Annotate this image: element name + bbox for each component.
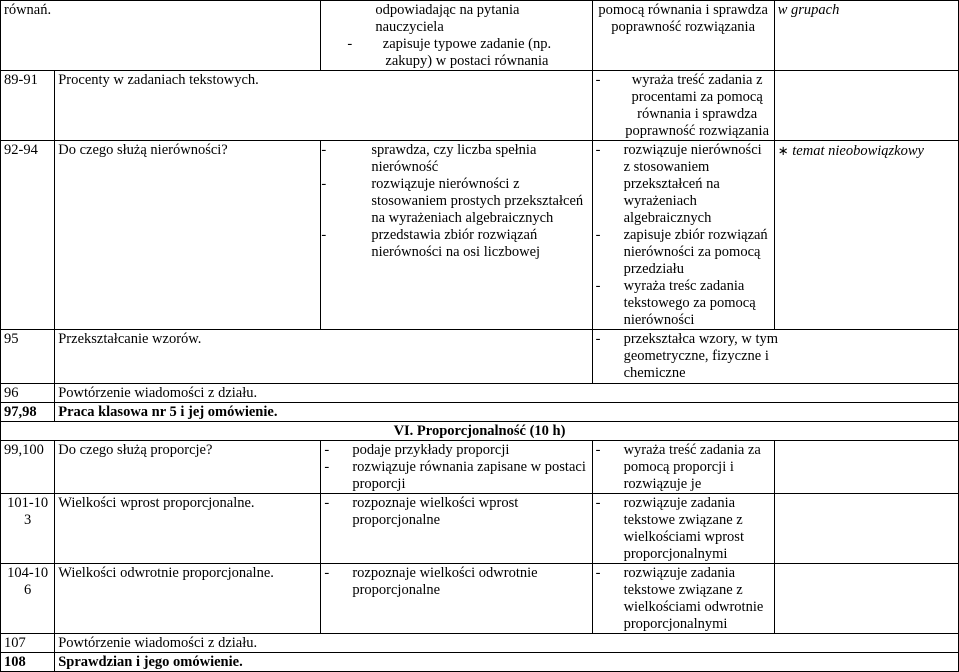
note-cell xyxy=(774,564,958,634)
topic-cell xyxy=(55,564,321,634)
topic-text: Powtórzenie wiadomości z działu. xyxy=(58,635,258,651)
ext-req-cell xyxy=(592,494,774,564)
ext-item: - rozwiązuje zadania tekstowe związane z wielkościami wprost proporcjonalnymi xyxy=(596,495,771,563)
topic-cell xyxy=(55,71,592,141)
req-item: - zapisuje typowe zadanie (np. zakupy) w postaci równania xyxy=(347,36,588,70)
basic-req-cell xyxy=(321,494,592,564)
basic-req-cell xyxy=(321,564,592,634)
lesson-number: 97,98 xyxy=(1,403,55,422)
ext-list xyxy=(596,331,826,382)
table-row xyxy=(1,141,959,330)
ext-req-cell xyxy=(592,330,958,384)
ext-req-cell xyxy=(592,71,774,141)
req-list xyxy=(324,565,588,599)
lesson-number: 92-94 xyxy=(1,141,55,330)
note-text: temat nieobowiązkowy xyxy=(792,143,924,159)
topic-cell xyxy=(55,403,959,422)
req-item: - rozwiązuje nierówności z stosowaniem prostych przekształceń na wyrażeniach algebraicznych xyxy=(321,176,588,227)
table-row xyxy=(1,71,959,141)
topic-cell xyxy=(55,653,959,672)
ext-list xyxy=(596,442,771,493)
table-row xyxy=(1,634,959,653)
note-cell xyxy=(774,1,958,71)
basic-req-cell xyxy=(321,141,592,330)
table-row xyxy=(1,564,959,634)
ext-list xyxy=(596,72,771,140)
note-text: w grupach xyxy=(777,2,840,18)
lesson-number: 95 xyxy=(1,330,55,384)
ext-list xyxy=(596,495,771,563)
topic-cell xyxy=(55,330,592,384)
ext-item: - wyraża treśc zadania tekstowego za pomocą nierówności xyxy=(596,278,771,329)
ext-list xyxy=(596,565,771,633)
req-item: - rozpoznaje wielkości odwrotnie proporcjonalne xyxy=(324,565,588,599)
lesson-number: 99,100 xyxy=(1,441,55,494)
ext-item: - rozwiązuje zadania tekstowe związane z wielkościami odwrotnie proporcjonalnymi xyxy=(596,565,771,633)
topic-cell xyxy=(55,441,321,494)
req-list xyxy=(324,442,588,493)
ext-item: - przekształca wzory, w tym geometryczne, fizyczne i chemiczne xyxy=(596,331,826,382)
topic-text: Praca klasowa nr 5 i jej omówienie. xyxy=(58,404,278,420)
lesson-number: 96 xyxy=(1,384,55,403)
ext-item: - wyraża treść zadania za pomocą proporcji i rozwiązuje je xyxy=(596,442,771,493)
lesson-number: 89-91 xyxy=(1,71,55,141)
topic-text: Wielkości odwrotnie proporcjonalne. xyxy=(58,565,274,581)
req-item: - sprawdza, czy liczba spełnia nierówność xyxy=(321,142,588,176)
ext-item: - zapisuje zbiór rozwiązań nierówności za pomocą przedziału xyxy=(596,227,771,278)
ext-req-cell xyxy=(592,441,774,494)
lesson-number: 108 xyxy=(1,653,55,672)
topic-cell xyxy=(55,141,321,330)
table-row xyxy=(1,653,959,672)
note-cell xyxy=(774,494,958,564)
topic-text: Do czego służą nierówności? xyxy=(58,142,228,158)
table-row xyxy=(1,441,959,494)
section-row xyxy=(1,422,959,441)
ext-item: - rozwiązuje nierówności z stosowaniem przekształceń na wyrażeniach algebraicznych xyxy=(596,142,771,227)
req-item: - rozwiązuje równania zapisane w postaci proporcji xyxy=(324,459,588,493)
note-cell xyxy=(774,71,958,141)
ext-item: pomocą równania i sprawdza poprawność rozwiązania xyxy=(598,2,768,35)
lesson-number: 101-103 xyxy=(1,494,55,564)
ext-list xyxy=(596,142,771,329)
table-row xyxy=(1,494,959,564)
table-row xyxy=(1,403,959,422)
topic-text: Sprawdzian i jego omówienie. xyxy=(58,654,243,670)
asterisk-icon: ∗ xyxy=(777,143,789,158)
note-cell xyxy=(774,141,958,330)
lesson-number: 104-106 xyxy=(1,564,55,634)
req-list xyxy=(347,36,588,70)
note-cell xyxy=(774,441,958,494)
ext-item: - wyraża treść zadania z procentami za pomocą równania i sprawdza poprawność rozwiązania xyxy=(596,72,771,140)
topic-cell xyxy=(55,384,959,403)
req-item: - podaje przykłady proporcji xyxy=(324,442,588,459)
topic-text: Powtórzenie wiadomości z działu. xyxy=(58,385,258,401)
req-item: odpowiadając na pytania nauczyciela xyxy=(375,2,520,35)
req-list xyxy=(321,142,588,261)
topic-text: równań. xyxy=(4,2,52,18)
table-row xyxy=(1,1,959,71)
req-item: - rozpoznaje wielkości wprost proporcjonalne xyxy=(324,495,588,529)
topic-text: Przekształcanie wzorów. xyxy=(58,331,202,347)
ext-req-cell xyxy=(592,141,774,330)
ext-req-cell xyxy=(592,1,774,71)
topic-cell xyxy=(55,634,959,653)
table-row xyxy=(1,330,959,384)
topic-cell xyxy=(1,1,321,71)
topic-text: Do czego służą proporcje? xyxy=(58,442,213,458)
lesson-number: 107 xyxy=(1,634,55,653)
section-title: VI. Proporcjonalność (10 h) xyxy=(1,422,959,441)
table-row xyxy=(1,384,959,403)
topic-text: Wielkości wprost proporcjonalne. xyxy=(58,495,255,511)
basic-req-cell xyxy=(321,1,592,71)
ext-req-cell xyxy=(592,564,774,634)
req-item: - przedstawia zbiór rozwiązań nierówności na osi liczbowej xyxy=(321,227,588,261)
topic-cell xyxy=(55,494,321,564)
req-list xyxy=(324,495,588,529)
basic-req-cell xyxy=(321,441,592,494)
topic-text: Procenty w zadaniach tekstowych. xyxy=(58,72,259,88)
